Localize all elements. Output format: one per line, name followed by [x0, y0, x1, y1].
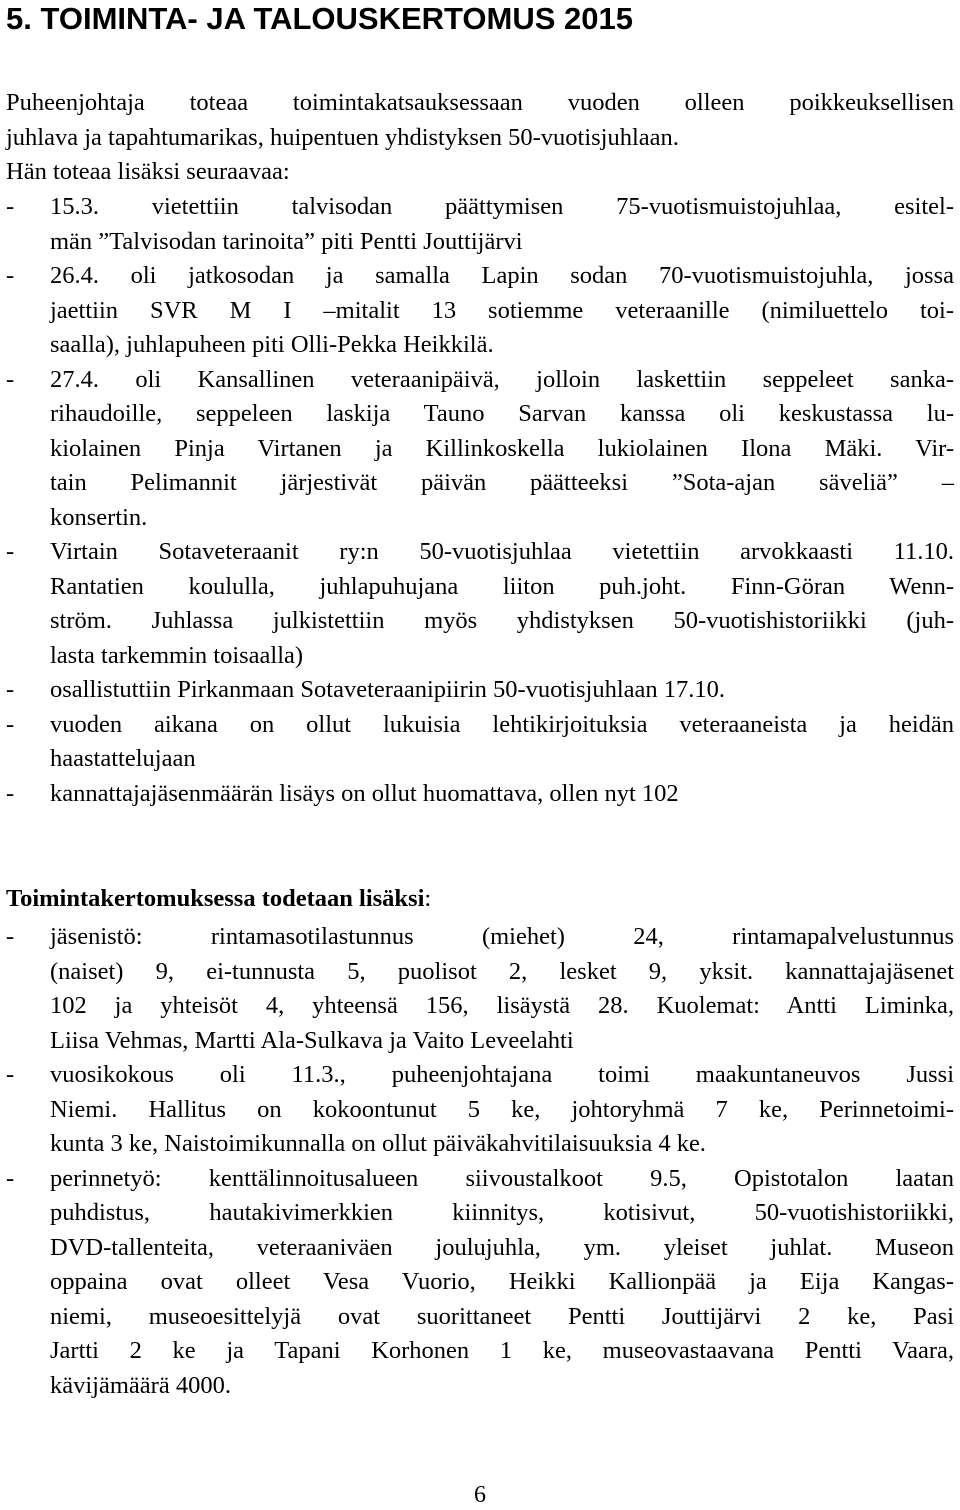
list-item: [6, 1058, 954, 1162]
list-item: [6, 535, 954, 673]
list-item-line: Rantatien koululla, juhlapuhujana liiton puh.joht. Finn-Göran Wenn-: [50, 572, 954, 600]
section-title: 5. TOIMINTA- JA TALOUSKERTOMUS 2015: [6, 1, 633, 36]
list-bullet: -: [6, 1061, 15, 1088]
list-item-line: vuoden aikana on ollut lukuisia lehtikirjoituksia veteraaneista ja heidän: [50, 710, 954, 738]
list-item-line: 27.4. oli Kansallinen veteraanipäivä, jolloin laskettiin seppeleet sanka-: [50, 365, 954, 393]
list-item-line: kävijämäärä 4000.: [50, 1371, 231, 1399]
list-item-line: perinnetyö: kenttälinnoitusalueen siivoustalkoot 9.5, Opistotalon laatan: [50, 1164, 954, 1192]
list-item-line: tain Pelimannit järjestivät päivän päätteeksi ”Sota-ajan säveliä” –: [50, 469, 954, 496]
list-bullet: -: [6, 676, 15, 703]
list-bullet: -: [6, 262, 15, 289]
list-item-line: saalla), juhlapuheen piti Olli-Pekka Heikkilä.: [50, 331, 494, 358]
list-item-line: Liisa Vehmas, Martti Ala-Sulkava ja Vaito Leveelahti: [50, 1026, 574, 1054]
list-item: [6, 673, 954, 708]
list-item-line: 102 ja yhteisöt 4, yhteensä 156, lisäystä 28. Kuolemat: Antti Liminka,: [50, 992, 954, 1019]
list-item-line: 15.3. vietettiin talvisodan päättymisen 75-vuotismuistojuhlaa, esitel-: [50, 193, 954, 220]
list-item-line: män ”Talvisodan tarinoita” piti Pentti Jouttijärvi: [50, 227, 523, 255]
subheading-bold: Toimintakertomuksessa todetaan lisäksi: [6, 885, 425, 912]
intro-paragraph: [6, 86, 954, 190]
list-item-line: kannattajajäsenmäärän lisäys on ollut huomattava, ollen nyt 102: [50, 779, 679, 807]
list-item-line: oppaina ovat olleet Vesa Vuorio, Heikki Kallionpää ja Eija Kangas-: [50, 1268, 954, 1295]
list-item-line: ström. Juhlassa julkistettiin myös yhdistyksen 50-vuotishistoriikki (juh-: [50, 607, 954, 634]
list-bullet: -: [6, 365, 15, 393]
list-item-line: 26.4. oli jatkosodan ja samalla Lapin sodan 70-vuotismuistojuhla, jossa: [50, 262, 954, 289]
intro-line: Puheenjohtaja toteaa toimintakatsauksessaan vuoden olleen poikkeuksellisen: [6, 89, 954, 116]
events-list: [6, 190, 954, 811]
list-item-line: jäsenistö: rintamasotilastunnus (miehet) 24, rintamapalvelustunnus: [50, 923, 954, 950]
list-bullet: -: [6, 923, 15, 950]
intro-line: Hän toteaa lisäksi seuraavaa:: [6, 158, 290, 185]
list-item-line: rihaudoille, seppeleen laskija Tauno Sarvan kanssa oli keskustassa lu-: [50, 400, 954, 427]
list-bullet: -: [6, 710, 15, 738]
list-item-line: kiolainen Pinja Virtanen ja Killinkoskella lukiolainen Ilona Mäki. Vir-: [50, 434, 954, 462]
list-item-line: vuosikokous oli 11.3., puheenjohtajana toimi maakuntaneuvos Jussi: [50, 1061, 954, 1088]
list-item-line: lasta tarkemmin toisaalla): [50, 641, 304, 669]
list-bullet: -: [6, 538, 15, 565]
list-item-line: konsertin.: [50, 503, 148, 531]
list-item: [6, 1162, 954, 1404]
list-item-line: niemi, museoesittelyjä ovat suorittaneet Pentti Jouttijärvi 2 ke, Pasi: [50, 1302, 954, 1330]
list-item-line: Jartti 2 ke ja Tapani Korhonen 1 ke, museovastaavana Pentti Vaara,: [50, 1337, 954, 1364]
list-item-line: puhdistus, hautakivimerkkien kiinnitys, kotisivut, 50-vuotishistoriikki,: [50, 1199, 954, 1226]
details-list: [6, 920, 954, 1403]
list-item: [6, 190, 954, 259]
list-item: [6, 777, 954, 812]
list-bullet: -: [6, 1164, 15, 1192]
subheading-colon: :: [424, 885, 432, 912]
list-item: [6, 363, 954, 536]
list-item: [6, 920, 954, 1058]
list-item-line: kunta 3 ke, Naistoimikunnalla on ollut päiväkahvitilaisuuksia 4 ke.: [50, 1130, 706, 1157]
list-item-line: Niemi. Hallitus on kokoontunut 5 ke, johtoryhmä 7 ke, Perinnetoimi-: [50, 1095, 954, 1123]
intro-line: juhlava ja tapahtumarikas, huipentuen yhdistyksen 50-vuotisjuhlaan.: [6, 123, 679, 151]
subheading: [6, 882, 431, 917]
list-item-line: haastattelujaan: [50, 745, 196, 772]
list-item-line: Virtain Sotaveteraanit ry:n 50-vuotisjuhlaa vietettiin arvokkaasti 11.10.: [50, 538, 954, 565]
list-item-line: osallistuttiin Pirkanmaan Sotaveteraanipiirin 50-vuotisjuhlaan 17.10.: [50, 676, 725, 703]
list-item: [6, 708, 954, 777]
list-item-line: DVD-tallenteita, veteraaniväen joulujuhla, ym. yleiset juhlat. Museon: [50, 1233, 954, 1261]
list-item-line: jaettiin SVR M I –mitalit 13 sotiemme veteraanille (nimiluettelo toi-: [50, 296, 954, 324]
page-number: 6: [474, 1482, 486, 1508]
list-item: [6, 259, 954, 363]
list-item-line: (naiset) 9, ei-tunnusta 5, puolisot 2, lesket 9, yksit. kannattajajäsenet: [50, 957, 954, 985]
list-bullet: -: [6, 779, 15, 807]
list-bullet: -: [6, 193, 15, 220]
